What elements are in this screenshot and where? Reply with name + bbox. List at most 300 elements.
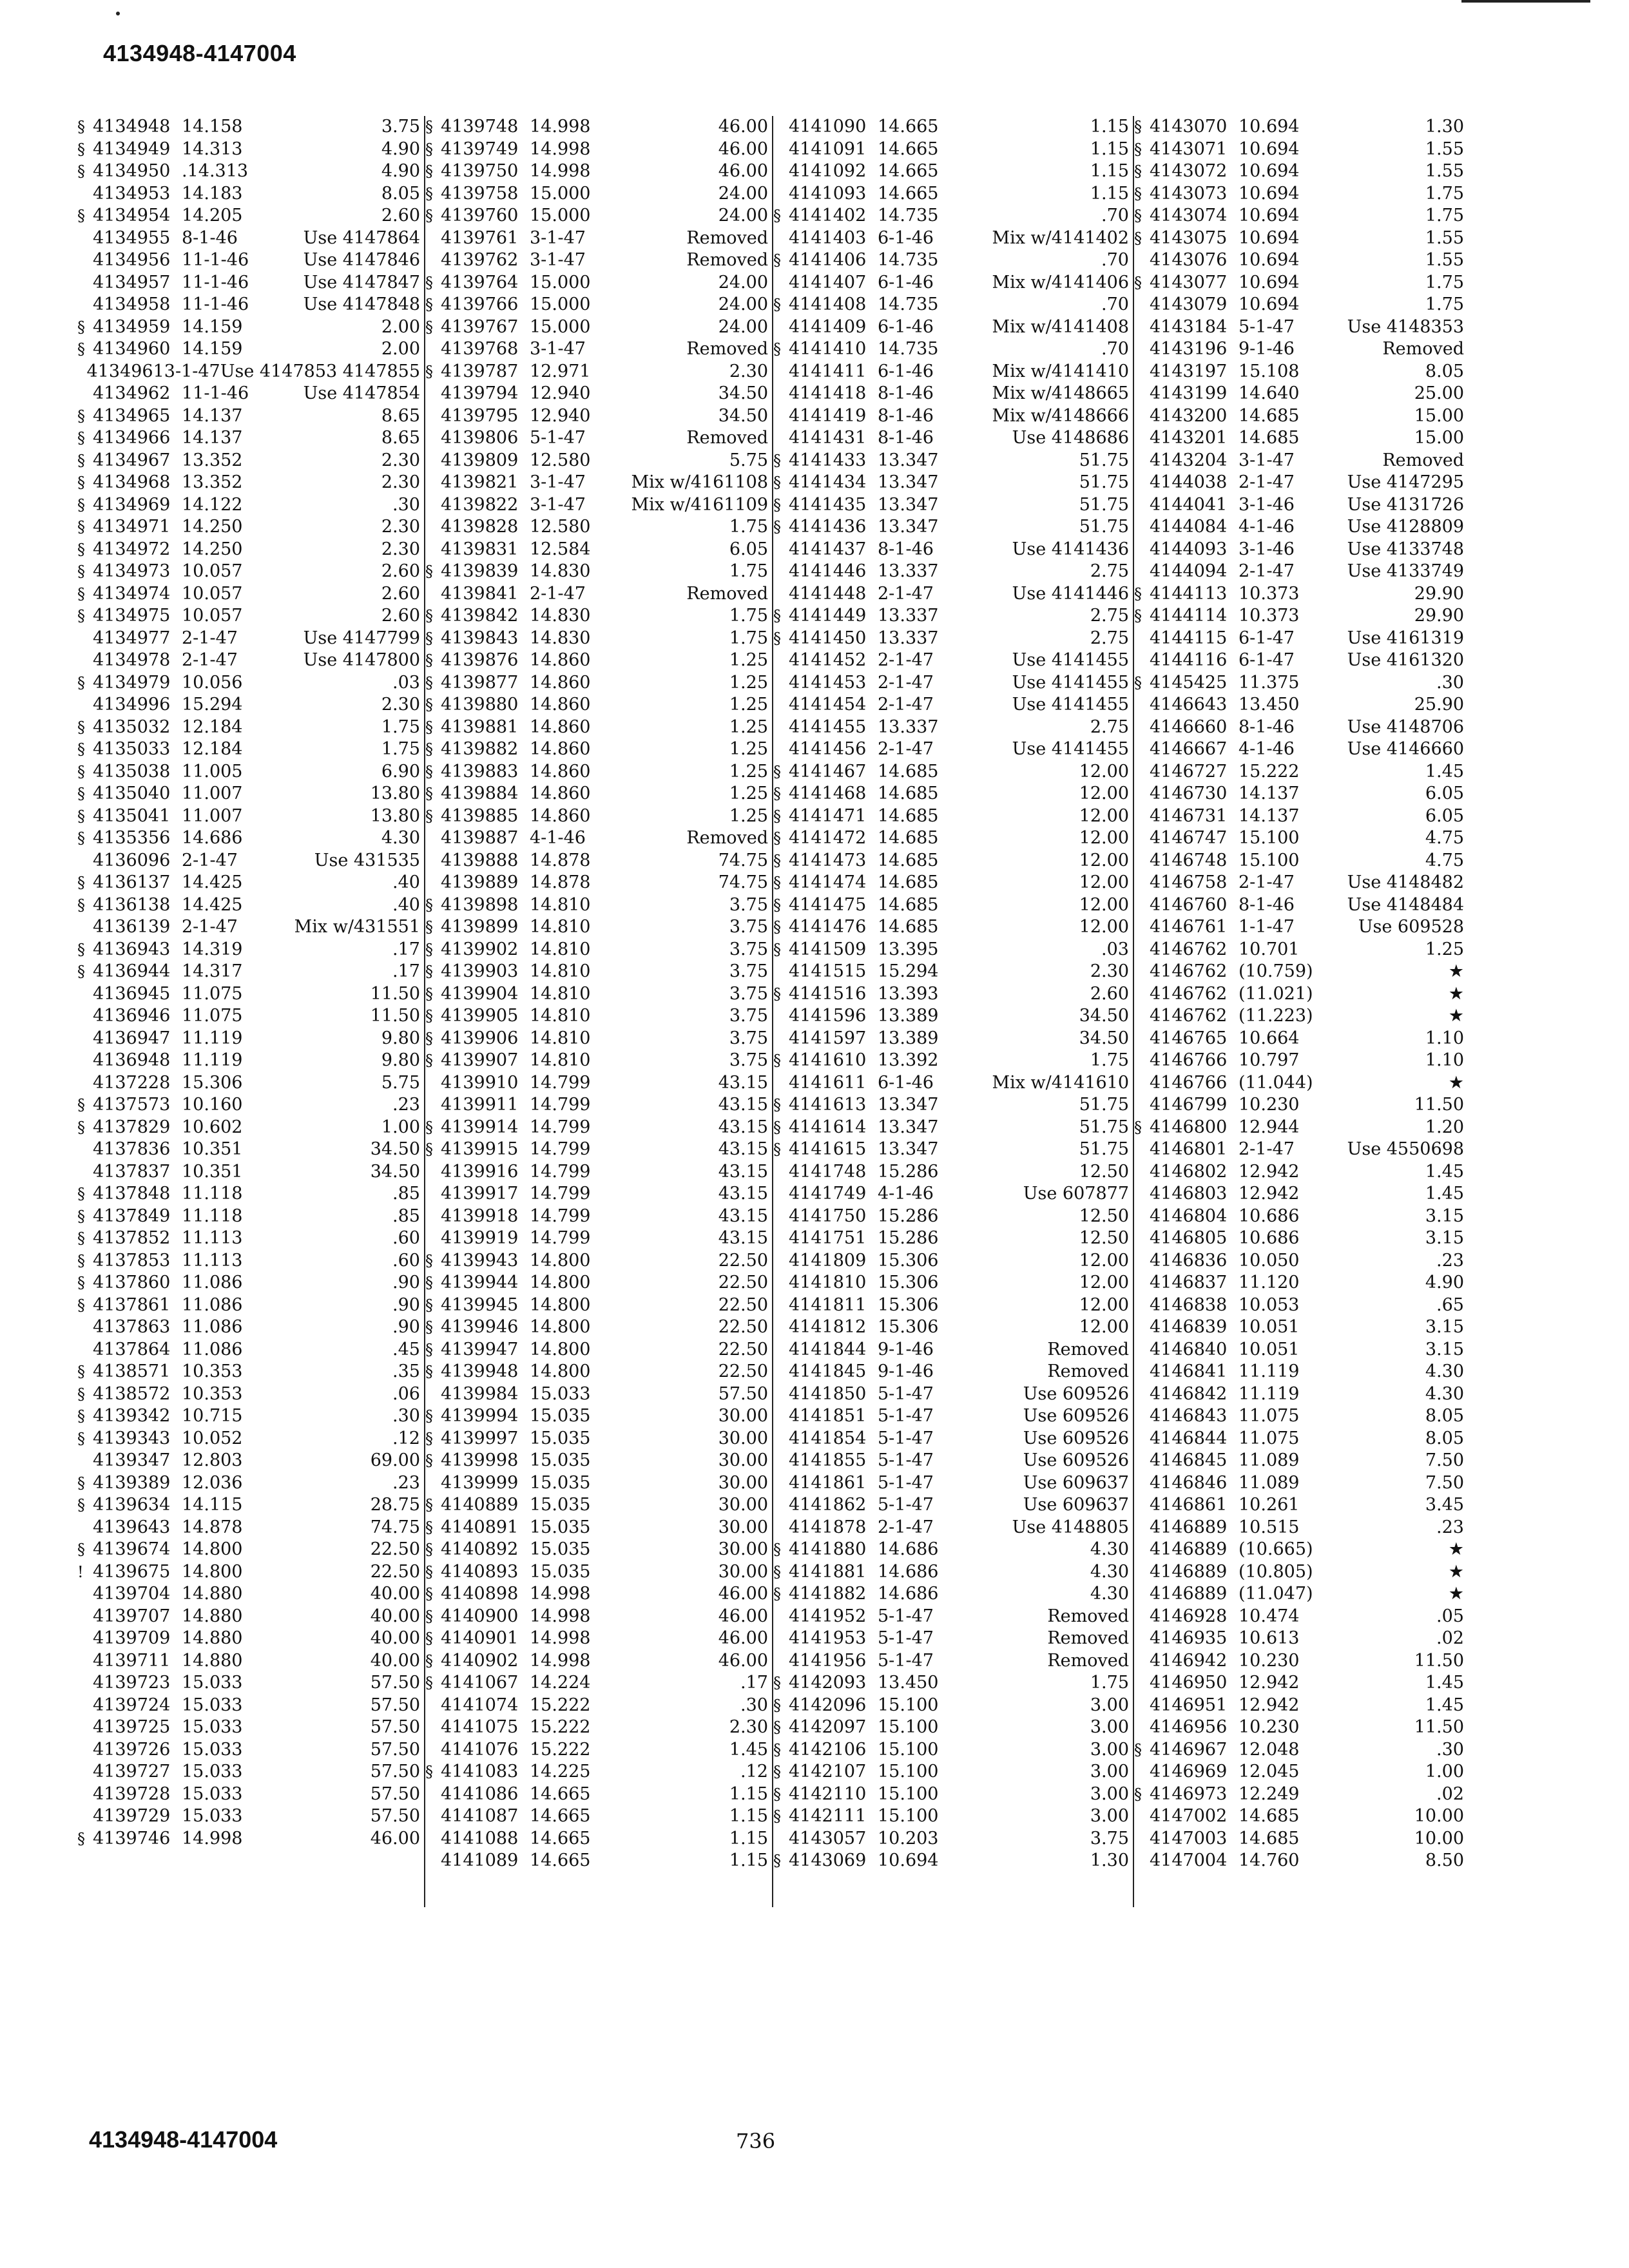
price-or-note: 40.00 — [370, 1650, 420, 1671]
section-mark: § — [425, 629, 433, 648]
part-number: 4139917 — [441, 1184, 519, 1204]
code-or-date: 10.686 — [1239, 1228, 1300, 1248]
price-or-note: 1.75 — [1425, 206, 1464, 226]
price-or-note: Use 4141446 — [1012, 583, 1129, 604]
price-or-note: 2.60 — [381, 583, 420, 604]
price-or-note: 29.90 — [1414, 583, 1464, 604]
section-mark — [77, 1139, 93, 1161]
part-number: 4135040 — [93, 783, 171, 803]
table-row — [425, 1494, 773, 1517]
section-mark — [77, 1628, 93, 1650]
price-or-note: 46.00 — [718, 1650, 768, 1671]
table-row — [773, 1606, 1134, 1628]
code-or-date: 10.694 — [1239, 183, 1300, 204]
code-or-date: 14.878 — [530, 872, 591, 892]
code-or-date: 12.940 — [530, 383, 591, 403]
part-number: 4141446 — [789, 561, 867, 581]
section-mark — [1134, 1227, 1150, 1250]
part-number: 4142106 — [789, 1739, 867, 1760]
price-or-note: 43.15 — [718, 1117, 768, 1137]
section-mark — [1134, 316, 1150, 339]
part-number: 4145425 — [1150, 672, 1228, 693]
section-mark — [1134, 338, 1150, 361]
code-or-date: 11.118 — [182, 1184, 243, 1204]
code-or-date: 10.230 — [1239, 1095, 1300, 1115]
code-or-date: 14.158 — [182, 117, 243, 137]
table-row — [773, 1561, 1134, 1584]
code-or-date: 14.880 — [182, 1628, 243, 1648]
table-row — [773, 672, 1134, 695]
table-row — [773, 1716, 1134, 1739]
code-or-date: 10.050 — [1239, 1250, 1300, 1271]
code-or-date: 10.797 — [1239, 1050, 1300, 1070]
table-row — [425, 1561, 773, 1584]
price-or-note: Use 4161319 — [1347, 628, 1464, 648]
section-mark — [773, 1161, 789, 1184]
table-row — [425, 472, 773, 494]
price-or-note: .02 — [1436, 1783, 1464, 1804]
code-or-date: 14.735 — [878, 206, 939, 226]
part-number: 4139906 — [441, 1028, 519, 1048]
code-or-date: 12.580 — [530, 517, 591, 537]
price-or-note: Mix w/4161108 — [631, 472, 768, 492]
table-row — [1134, 338, 1469, 361]
table-row — [77, 1650, 425, 1673]
code-or-date: 15.035 — [530, 1517, 591, 1537]
table-row — [1134, 1517, 1469, 1539]
price-or-note: 3.75 — [729, 1006, 768, 1026]
section-mark — [1134, 939, 1150, 961]
part-number: 4146845 — [1150, 1450, 1228, 1470]
code-or-date: 2-1-47 — [878, 739, 934, 759]
section-mark: § — [773, 1852, 781, 1870]
part-number: 4138572 — [93, 1383, 171, 1404]
price-or-note: 12.00 — [1079, 1273, 1129, 1293]
part-number: 4146928 — [1150, 1606, 1228, 1626]
code-or-date: 14.810 — [530, 961, 591, 981]
table-row — [77, 1227, 425, 1250]
table-row — [1134, 494, 1469, 517]
code-or-date: 2-1-47 — [182, 628, 238, 648]
price-or-note: 12.50 — [1079, 1228, 1129, 1248]
part-number: 4136944 — [93, 961, 171, 981]
code-or-date: 5-1-47 — [878, 1428, 934, 1448]
part-number: 4139907 — [441, 1050, 519, 1070]
table-row — [77, 716, 425, 739]
section-mark — [1134, 1005, 1150, 1028]
price-or-note: 8.05 — [1425, 1406, 1464, 1426]
table-row — [425, 916, 773, 939]
section-mark — [1134, 649, 1150, 672]
section-mark: § — [425, 1052, 433, 1070]
section-mark — [1134, 827, 1150, 850]
code-or-date: 14.878 — [530, 850, 591, 870]
price-or-note: .12 — [740, 1762, 768, 1782]
part-number: 4139898 — [441, 894, 519, 915]
price-or-note: 51.75 — [1079, 1139, 1129, 1159]
code-or-date: 8-1-46 — [1239, 894, 1295, 915]
section-mark: § — [77, 118, 85, 136]
part-number: 4139887 — [441, 828, 519, 848]
code-or-date: 14.735 — [878, 250, 939, 270]
price-or-note: 2.30 — [381, 539, 420, 559]
price-or-note: .23 — [1436, 1250, 1464, 1271]
part-number: 4139725 — [93, 1717, 171, 1737]
price-or-note: 12.00 — [1079, 872, 1129, 892]
table-row — [1134, 605, 1469, 628]
code-or-date: 11.005 — [182, 761, 243, 782]
price-or-note: 1.75 — [1090, 1673, 1129, 1693]
price-or-note: 1.75 — [1425, 183, 1464, 204]
section-mark — [77, 1606, 93, 1628]
parts-table — [77, 116, 1469, 1907]
price-or-note: 22.50 — [718, 1250, 768, 1271]
table-row — [773, 1450, 1134, 1472]
section-mark — [77, 1005, 93, 1028]
table-row — [1134, 1094, 1469, 1117]
part-number: 4135032 — [93, 716, 171, 737]
part-number: 4140900 — [441, 1606, 519, 1626]
section-mark — [77, 1316, 93, 1339]
part-number: 4139997 — [441, 1428, 519, 1448]
price-or-note: 1.75 — [381, 739, 420, 759]
code-or-date: 10.686 — [1239, 1206, 1300, 1226]
table-row — [773, 983, 1134, 1006]
table-row — [773, 1139, 1134, 1161]
section-mark: § — [77, 451, 85, 470]
code-or-date: 2-1-47 — [1239, 561, 1295, 581]
table-row — [773, 294, 1134, 316]
table-row — [77, 805, 425, 828]
price-or-note: Mix w/4141406 — [992, 272, 1129, 293]
table-row — [425, 1606, 773, 1628]
table-row — [425, 939, 773, 961]
price-or-note: Mix w/4148666 — [992, 405, 1129, 426]
section-mark — [773, 1339, 789, 1361]
table-row — [1134, 672, 1469, 695]
part-number: 4143079 — [1150, 294, 1228, 314]
code-or-date: 14.760 — [1239, 1850, 1300, 1870]
price-or-note: 3.75 — [729, 1050, 768, 1070]
section-mark — [1134, 1672, 1150, 1695]
section-mark — [77, 227, 93, 250]
part-number: 4146762 — [1150, 983, 1228, 1004]
table-row — [425, 294, 773, 316]
table-row — [1134, 1294, 1469, 1317]
section-mark — [425, 472, 441, 494]
part-number: 4146667 — [1150, 739, 1228, 759]
table-row — [773, 183, 1134, 206]
table-row — [1134, 894, 1469, 917]
table-row — [1134, 427, 1469, 450]
section-mark: § — [77, 474, 85, 492]
section-mark: § — [77, 874, 85, 892]
part-number: 4141453 — [789, 672, 867, 693]
table-row — [77, 961, 425, 983]
table-row — [1134, 1405, 1469, 1428]
section-mark: § — [425, 1452, 433, 1470]
part-number: 4140898 — [441, 1584, 519, 1604]
part-number: 4139809 — [441, 450, 519, 470]
price-or-note: 43.15 — [718, 1206, 768, 1226]
section-mark: § — [425, 940, 433, 959]
price-or-note: Use 4147295 — [1347, 472, 1464, 492]
section-mark: § — [425, 651, 433, 669]
table-row — [425, 1539, 773, 1561]
price-or-note: 4.30 — [1090, 1584, 1129, 1604]
price-or-note: 1.75 — [1090, 1050, 1129, 1070]
price-or-note: ★ — [1448, 1072, 1464, 1093]
code-or-date: 15.000 — [530, 272, 591, 293]
code-or-date: 14.800 — [530, 1273, 591, 1293]
price-or-note: 3.00 — [1090, 1695, 1129, 1715]
code-or-date: 15.222 — [530, 1739, 591, 1760]
section-mark: § — [773, 1562, 781, 1581]
section-mark — [425, 1850, 441, 1872]
part-number: 4144116 — [1150, 650, 1228, 670]
price-or-note: Use 4148484 — [1347, 894, 1464, 915]
section-mark: § — [77, 940, 85, 959]
table-row — [77, 1072, 425, 1095]
code-or-date: 14.665 — [530, 1806, 591, 1826]
part-number: 4144038 — [1150, 472, 1228, 492]
code-or-date: 13.395 — [878, 939, 939, 959]
code-or-date: 14.640 — [1239, 383, 1300, 403]
section-mark — [1134, 405, 1150, 428]
code-or-date: 14.250 — [182, 539, 243, 559]
part-number: 4146762 — [1150, 961, 1228, 981]
code-or-date: 15.035 — [530, 1561, 591, 1582]
table-row — [425, 1850, 773, 1872]
price-or-note: ★ — [1448, 1584, 1464, 1604]
code-or-date: 14.665 — [878, 183, 939, 204]
code-or-date: 13.347 — [878, 450, 939, 470]
table-row — [77, 694, 425, 716]
code-or-date: (10.805) — [1239, 1561, 1313, 1582]
code-or-date: 14.685 — [1239, 428, 1300, 448]
part-number: 4146800 — [1150, 1117, 1228, 1137]
section-mark — [425, 1383, 441, 1406]
code-or-date: 10.664 — [1239, 1028, 1300, 1048]
code-or-date: 11.007 — [182, 805, 243, 826]
table-row — [1134, 1450, 1469, 1472]
section-mark — [773, 160, 789, 183]
part-number: 4135033 — [93, 739, 171, 759]
code-or-date: 15.108 — [1239, 361, 1300, 381]
part-number: 4141407 — [789, 272, 867, 293]
price-or-note: 46.00 — [718, 117, 768, 137]
part-number: 4134973 — [93, 561, 171, 581]
price-or-note: 1.25 — [729, 761, 768, 782]
code-or-date: 10.203 — [878, 1828, 939, 1849]
table-row — [425, 1250, 773, 1273]
code-or-date: 15.000 — [530, 183, 591, 204]
price-or-note: Use 431535 — [314, 850, 420, 870]
code-or-date: 10.694 — [878, 1850, 939, 1870]
table-row — [77, 916, 425, 939]
table-row — [425, 183, 773, 206]
part-number: 4139822 — [441, 494, 519, 515]
section-mark: § — [773, 896, 781, 914]
part-number: 4141615 — [789, 1139, 867, 1159]
section-mark — [1134, 561, 1150, 583]
code-or-date: 13.352 — [182, 472, 243, 492]
code-or-date: 10.602 — [182, 1117, 243, 1137]
price-or-note: 10.00 — [1414, 1806, 1464, 1826]
section-mark: § — [773, 207, 781, 225]
table-row — [1134, 738, 1469, 761]
price-or-note: 8.65 — [381, 405, 420, 426]
part-number: 4137861 — [93, 1294, 171, 1315]
part-number: 4134979 — [93, 672, 171, 693]
code-or-date: 12.045 — [1239, 1762, 1300, 1782]
price-or-note: 2.30 — [381, 695, 420, 715]
section-mark: § — [425, 896, 433, 914]
price-or-note: 1.15 — [729, 1828, 768, 1849]
code-or-date: 5-1-47 — [878, 1472, 934, 1493]
section-mark — [773, 316, 789, 339]
section-mark: § — [77, 1407, 85, 1425]
section-mark — [1134, 1361, 1150, 1383]
price-or-note: .90 — [392, 1294, 420, 1315]
code-or-date: 5-1-47 — [878, 1406, 934, 1426]
section-mark — [773, 1250, 789, 1273]
price-or-note: 3.75 — [729, 1028, 768, 1048]
table-row — [77, 1716, 425, 1739]
part-number: 4139994 — [441, 1406, 519, 1426]
code-or-date: 14.860 — [530, 761, 591, 782]
price-or-note: 2.60 — [1090, 983, 1129, 1004]
section-mark: § — [425, 740, 433, 758]
part-number: 4139828 — [441, 517, 519, 537]
table-row — [1134, 1316, 1469, 1339]
section-mark: § — [77, 740, 85, 758]
table-row — [1134, 1716, 1469, 1739]
code-or-date: 15.222 — [1239, 761, 1300, 782]
table-row — [1134, 628, 1469, 650]
code-or-date: 15.100 — [878, 1695, 939, 1715]
price-or-note: 1.75 — [729, 628, 768, 648]
part-number: 4140889 — [441, 1495, 519, 1515]
section-mark — [1134, 850, 1150, 872]
price-or-note: 51.75 — [1079, 494, 1129, 515]
code-or-date: 14.224 — [530, 1673, 591, 1693]
code-or-date: 14.880 — [182, 1606, 243, 1626]
part-number: 4141092 — [789, 161, 867, 181]
table-row — [425, 783, 773, 805]
table-row — [773, 1117, 1134, 1139]
code-or-date: 14.860 — [530, 805, 591, 826]
part-number: 4142093 — [789, 1673, 867, 1693]
section-mark — [1134, 1450, 1150, 1472]
part-number: 4146643 — [1150, 695, 1228, 715]
code-or-date: 10.694 — [1239, 294, 1300, 314]
table-row — [1134, 939, 1469, 961]
part-number: 4139342 — [93, 1406, 171, 1426]
part-number: 4139787 — [441, 361, 519, 381]
section-mark: § — [773, 1096, 781, 1114]
table-row — [77, 1828, 425, 1850]
part-number: 4146799 — [1150, 1095, 1228, 1115]
price-or-note: 1.15 — [1090, 117, 1129, 137]
section-mark — [1134, 1561, 1150, 1584]
price-or-note: Use 609526 — [1023, 1450, 1129, 1470]
table-row — [77, 1628, 425, 1650]
section-mark: § — [425, 1518, 433, 1537]
code-or-date: 15.000 — [530, 294, 591, 314]
part-number: 4141855 — [789, 1450, 867, 1470]
part-number: 4135038 — [93, 761, 171, 782]
code-or-date: 10.057 — [182, 606, 243, 626]
code-or-date: 15.306 — [878, 1250, 939, 1271]
table-row — [1134, 961, 1469, 983]
table-row — [425, 1316, 773, 1339]
code-or-date: 8-1-46 — [1239, 716, 1295, 737]
code-or-date: 2-1-47 — [530, 583, 586, 604]
section-mark: § — [425, 318, 433, 336]
part-number: 4141475 — [789, 894, 867, 915]
price-or-note: Use 4128809 — [1347, 517, 1464, 537]
table-row — [1134, 1583, 1469, 1606]
code-or-date: 11.007 — [182, 783, 243, 803]
part-number: 4139998 — [441, 1450, 519, 1470]
section-mark — [425, 338, 441, 361]
table-row — [773, 139, 1134, 161]
price-or-note: .70 — [1101, 294, 1129, 314]
table-row — [425, 1294, 773, 1317]
code-or-date: 14.685 — [878, 805, 939, 826]
section-mark: § — [425, 184, 433, 203]
part-number: 4141844 — [789, 1339, 867, 1360]
table-row — [77, 1361, 425, 1383]
code-or-date: 14.799 — [530, 1139, 591, 1159]
table-row — [425, 961, 773, 983]
price-or-note: 43.15 — [718, 1184, 768, 1204]
price-or-note: 51.75 — [1079, 450, 1129, 470]
code-or-date: 10.715 — [182, 1406, 243, 1426]
code-or-date: 14.880 — [182, 1650, 243, 1671]
table-row — [77, 872, 425, 894]
section-mark: § — [773, 1696, 781, 1715]
table-row — [773, 1494, 1134, 1517]
price-or-note: 24.00 — [718, 316, 768, 337]
price-or-note: .70 — [1101, 250, 1129, 270]
code-or-date: 2-1-47 — [182, 850, 238, 870]
code-or-date: 14.800 — [530, 1317, 591, 1337]
code-or-date: 14.799 — [530, 1161, 591, 1182]
price-or-note: Removed — [1382, 450, 1464, 470]
table-row — [425, 427, 773, 450]
code-or-date: 15.033 — [182, 1783, 243, 1804]
table-row — [77, 160, 425, 183]
section-mark: § — [77, 1296, 85, 1314]
price-or-note: Mix w/4141610 — [992, 1072, 1129, 1093]
part-number: 4139914 — [441, 1117, 519, 1137]
table-row — [425, 1716, 773, 1739]
code-or-date: 14.313 — [182, 139, 243, 159]
part-number: 4134977 — [93, 628, 171, 648]
code-or-date: 15.035 — [530, 1428, 591, 1448]
price-or-note: 30.00 — [718, 1472, 768, 1493]
code-or-date: 14.319 — [182, 939, 243, 959]
section-mark: § — [425, 162, 433, 180]
table-row — [425, 494, 773, 517]
code-or-date: 15.100 — [878, 1783, 939, 1804]
code-or-date: 14.317 — [182, 961, 243, 981]
part-number: 4137860 — [93, 1273, 171, 1293]
code-or-date: 13.389 — [878, 1006, 939, 1026]
table-row — [425, 628, 773, 650]
